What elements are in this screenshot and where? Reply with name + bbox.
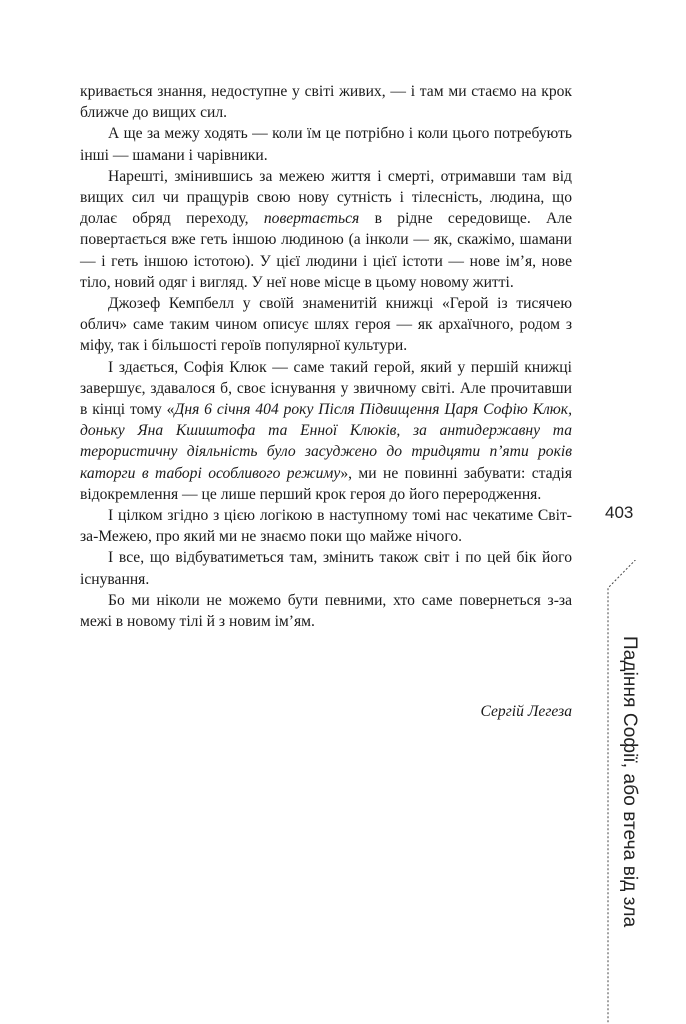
- paragraph-2: А ще за межу ходять — коли їм це потрібно і коли цього потребують інші — шамани і чарівники.: [80, 125, 572, 164]
- paragraph-5-text-end: », ми не повинні забувати: стадія відокремлення — це лише перший крок героя до його переродження.: [80, 464, 572, 503]
- paragraph-5: [80, 357, 572, 505]
- body-text: [80, 81, 572, 632]
- paragraph-6: І цілком згідно з цією логікою в наступному томі нас чекатиме Світ-за-Межею, про який ми не знаємо поки що майже нічого.: [80, 507, 572, 546]
- paragraph-3-text-start: Нарешті, змінившись за межею життя і смерті, отримавши там від вищих сил чи пращурів свою нову сутність і тілесність, людина, що долає обряд переходу,: [80, 167, 572, 228]
- paragraph-5-italic-quote: Дня 6 січня 404 року Після Підвищення Царя Софію Клюк, доньку Яна Кшиштофа та Енної Клюків, за антидержавну та терористичну діяльність було засуджено до тридцяти п’яти років каторги в таборі особливого режиму: [80, 401, 572, 482]
- running-title: Падіння Софії, або втеча від зла: [619, 636, 640, 928]
- paragraph-5-text-start: І здається, Софія Клюк — саме такий герой, який у першій книжці завершує, здавалося б, своє існування у звичному світі. Але прочитавши в кінці тому «: [80, 358, 572, 419]
- paragraph-3-italic: повертається: [263, 210, 360, 228]
- paragraph-3: [80, 166, 572, 293]
- paragraph-8: Бо ми ніколи не можемо бути певними, хто саме повернеться з-за межі в новому тілі й з новим ім’ям.: [80, 591, 572, 631]
- page-number: 403: [605, 503, 634, 522]
- author-signature: Сергій Легеза: [480, 703, 572, 720]
- paragraph-1: кривається знання, недоступне у світі живих, — і там ми стаємо на крок ближче до вищих сил.: [80, 83, 572, 122]
- paragraph-7: І все, що відбуватиметься там, змінить також світ і по цей бік його існування.: [80, 549, 572, 588]
- paragraph-3-text-end: в рідне середовище. Але повертається вже геть іншою людиною (а інколи — як, скажімо, шамани — і геть іншою істотою). У цієї людини і цієї істоти — нове ім’я, нове тіло, новий одяг і вигляд. У неї нове місце в цьому новому житті.: [80, 210, 572, 291]
- paragraph-4: Джозеф Кемпбелл у своїй знаменитій книжці «Герой із тисячею облич» саме таким чином описує шлях героя — як архаїчного, родом з міфу, так і більшості героїв популярної культури.: [80, 295, 572, 355]
